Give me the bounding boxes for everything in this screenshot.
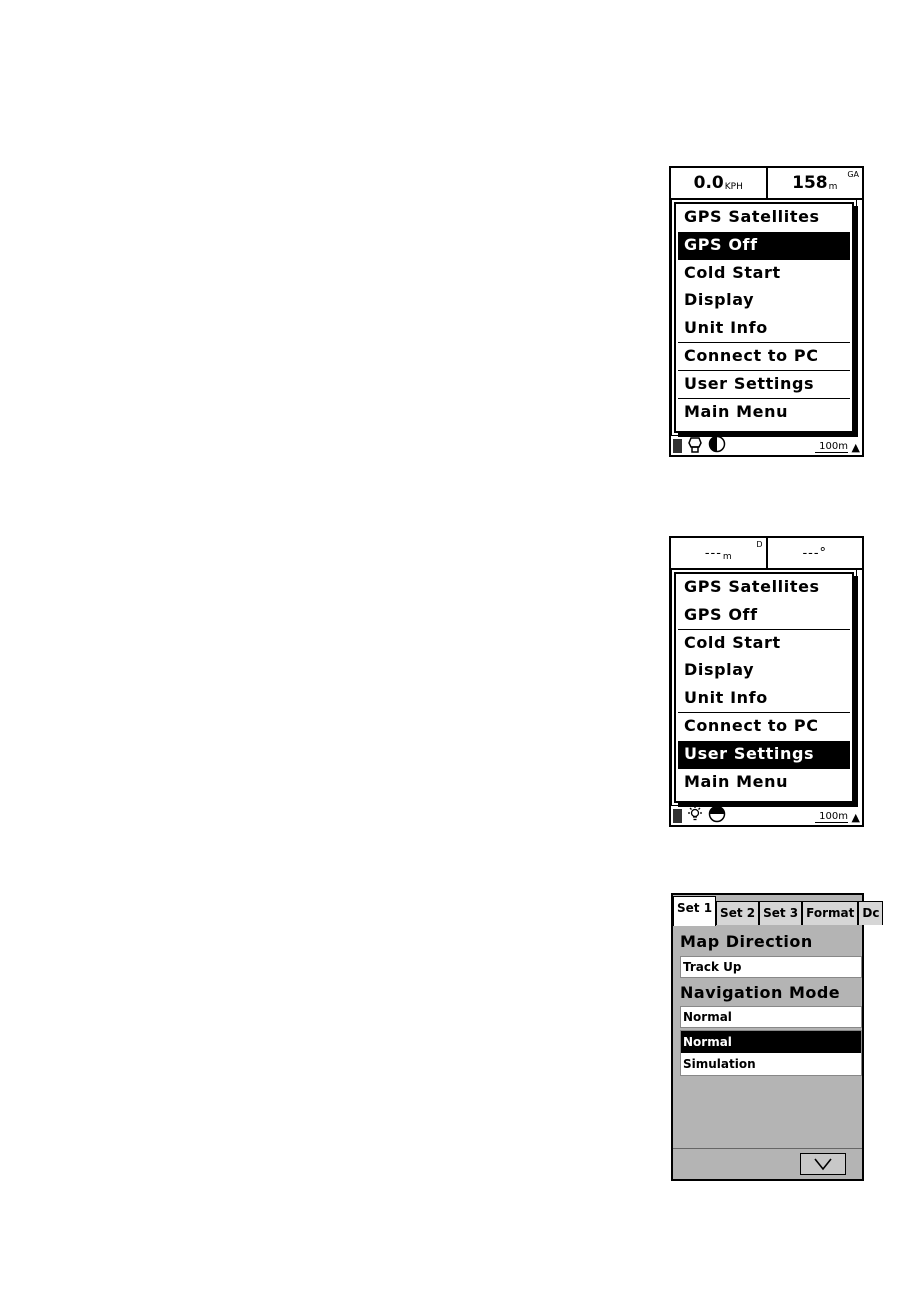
menu-item-gps-satellites[interactable]: GPS Satellites	[684, 207, 820, 226]
menu-item-gps-off[interactable]: GPS Off	[678, 232, 850, 260]
bottom-status-bar	[671, 433, 862, 455]
menu-item-user-settings[interactable]: User Settings	[678, 371, 850, 399]
map-direction-label: Map Direction	[680, 932, 813, 951]
option-simulation[interactable]: Simulation	[683, 1057, 756, 1071]
speed-field	[671, 168, 766, 198]
altitude-unit: m	[828, 182, 838, 192]
distance-value: ---	[704, 545, 722, 561]
menu-item-cold-start[interactable]: Cold Start	[684, 262, 781, 282]
battery-icon	[673, 439, 682, 453]
north-arrow-icon: ▲	[851, 441, 860, 454]
backlight-icon	[686, 805, 704, 823]
north-arrow-icon: ▲	[851, 811, 860, 824]
status-bar	[671, 168, 862, 200]
distance-field	[671, 538, 766, 568]
tab-set-1[interactable]: Set 1	[673, 896, 716, 926]
menu-item-main-menu[interactable]: Main Menu	[684, 771, 789, 791]
footer-divider	[673, 1148, 862, 1149]
menu-item-connect-to-pc[interactable]: Connect to PC	[678, 343, 850, 371]
status-corner-label: GA	[847, 170, 859, 179]
map-direction-field[interactable]: Track Up	[680, 956, 862, 978]
distance-corner-label: D	[756, 540, 763, 549]
altitude-value: 158	[792, 173, 828, 193]
map-scale-label: 100m	[815, 811, 848, 823]
gps-menu-screen-2	[669, 536, 864, 827]
tab-set-3[interactable]: Set 3	[759, 901, 802, 925]
gps-menu	[674, 572, 854, 803]
battery-icon	[673, 809, 682, 823]
menu-item-display[interactable]: Display	[684, 290, 755, 310]
status-bar	[671, 538, 862, 570]
menu-item-display[interactable]: Display	[684, 660, 755, 680]
navigation-mode-field[interactable]: Normal	[680, 1006, 862, 1028]
gps-menu	[674, 202, 854, 433]
user-settings-screen	[671, 893, 880, 1181]
tab-set-2[interactable]: Set 2	[716, 901, 759, 925]
tab-format[interactable]: Format	[802, 901, 858, 925]
heading-field	[766, 538, 863, 568]
checkmark-icon	[812, 1156, 834, 1172]
menu-item-unit-info[interactable]: Unit Info	[678, 685, 850, 713]
menu-item-unit-info[interactable]: Unit Info	[678, 315, 850, 343]
speed-value: 0.0	[693, 173, 724, 193]
option-normal[interactable]: Normal	[681, 1031, 861, 1053]
menu-item-cold-start[interactable]: Cold Start	[684, 632, 781, 652]
menu-item-user-settings[interactable]: User Settings	[678, 741, 850, 769]
menu-item-main-menu[interactable]: Main Menu	[684, 401, 789, 421]
tab-dc[interactable]: Dc	[858, 901, 883, 925]
altitude-field	[766, 168, 863, 198]
navigation-mode-dropdown	[680, 1030, 862, 1076]
settings-tabs	[673, 895, 880, 925]
menu-item-connect-to-pc[interactable]: Connect to PC	[684, 715, 819, 735]
gps-antenna-icon	[687, 437, 703, 453]
distance-unit: m	[722, 552, 732, 562]
compass-icon	[708, 805, 726, 823]
ok-button[interactable]	[800, 1153, 846, 1175]
bottom-status-bar	[671, 803, 862, 825]
speed-unit: KPH	[724, 182, 743, 192]
navigation-mode-label: Navigation Mode	[680, 983, 841, 1002]
heading-value: ---°	[802, 545, 828, 561]
map-scale-label: 100m	[815, 441, 848, 453]
compass-icon	[708, 435, 726, 453]
gps-menu-screen-1	[669, 166, 864, 457]
menu-item-gps-satellites[interactable]: GPS Satellites	[684, 577, 820, 596]
menu-item-gps-off[interactable]: GPS Off	[678, 602, 850, 630]
